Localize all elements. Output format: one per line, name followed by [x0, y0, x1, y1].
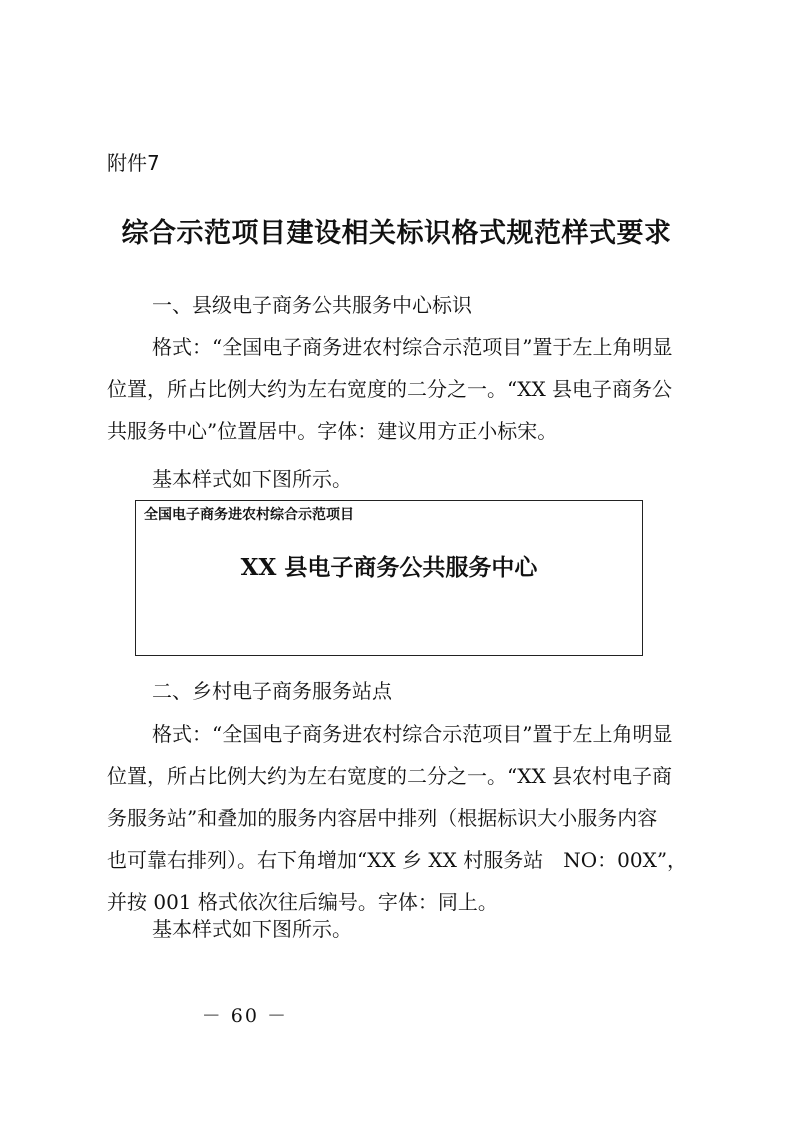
section2-heading: 二、乡村电子商务服务站点 [152, 679, 392, 703]
section1-paragraph-line: 格式：“全国电子商务进农村综合示范项目”置于左上角明显 [152, 335, 673, 359]
page-number-text: － 60 － [201, 1005, 288, 1027]
section2-paragraph-line: 位置，所占比例大约为左右宽度的二分之一。“XX 县农村电子商 [107, 764, 673, 788]
section2-paragraph-line: 并按 001 格式依次往后编号。字体：同上。 [107, 890, 498, 914]
sample-center-text: XX 县电子商务公共服务中心 [240, 554, 538, 581]
sample-corner-text: 全国电子商务进农村综合示范项目 [144, 507, 354, 523]
document-title: 综合示范项目建设相关标识格式规范样式要求 [121, 218, 672, 249]
section1-sample-intro: 基本样式如下图所示。 [152, 467, 352, 491]
section1-paragraph-line: 位置，所占比例大约为左右宽度的二分之一。“XX 县电子商务公 [107, 377, 673, 401]
county-center-sign-sample [135, 500, 643, 656]
section2-paragraph-line: 务服务站”和叠加的服务内容居中排列（根据标识大小服务内容 [107, 806, 658, 830]
page-number [0, 1004, 288, 1028]
section1-heading: 一、县级电子商务公共服务中心标识 [152, 293, 472, 317]
section2-paragraph-line: 格式：“全国电子商务进农村综合示范项目”置于左上角明显 [152, 722, 673, 746]
section2-paragraph-line: 也可靠右排列）。右下角增加“XX 乡 XX 村服务站 NO：00X”， [107, 848, 688, 872]
section1-paragraph-line: 共服务中心”位置居中。字体：建议用方正小标宋。 [107, 419, 558, 443]
attachment-label: 附件7 [107, 151, 160, 175]
section2-sample-intro: 基本样式如下图所示。 [152, 917, 352, 941]
